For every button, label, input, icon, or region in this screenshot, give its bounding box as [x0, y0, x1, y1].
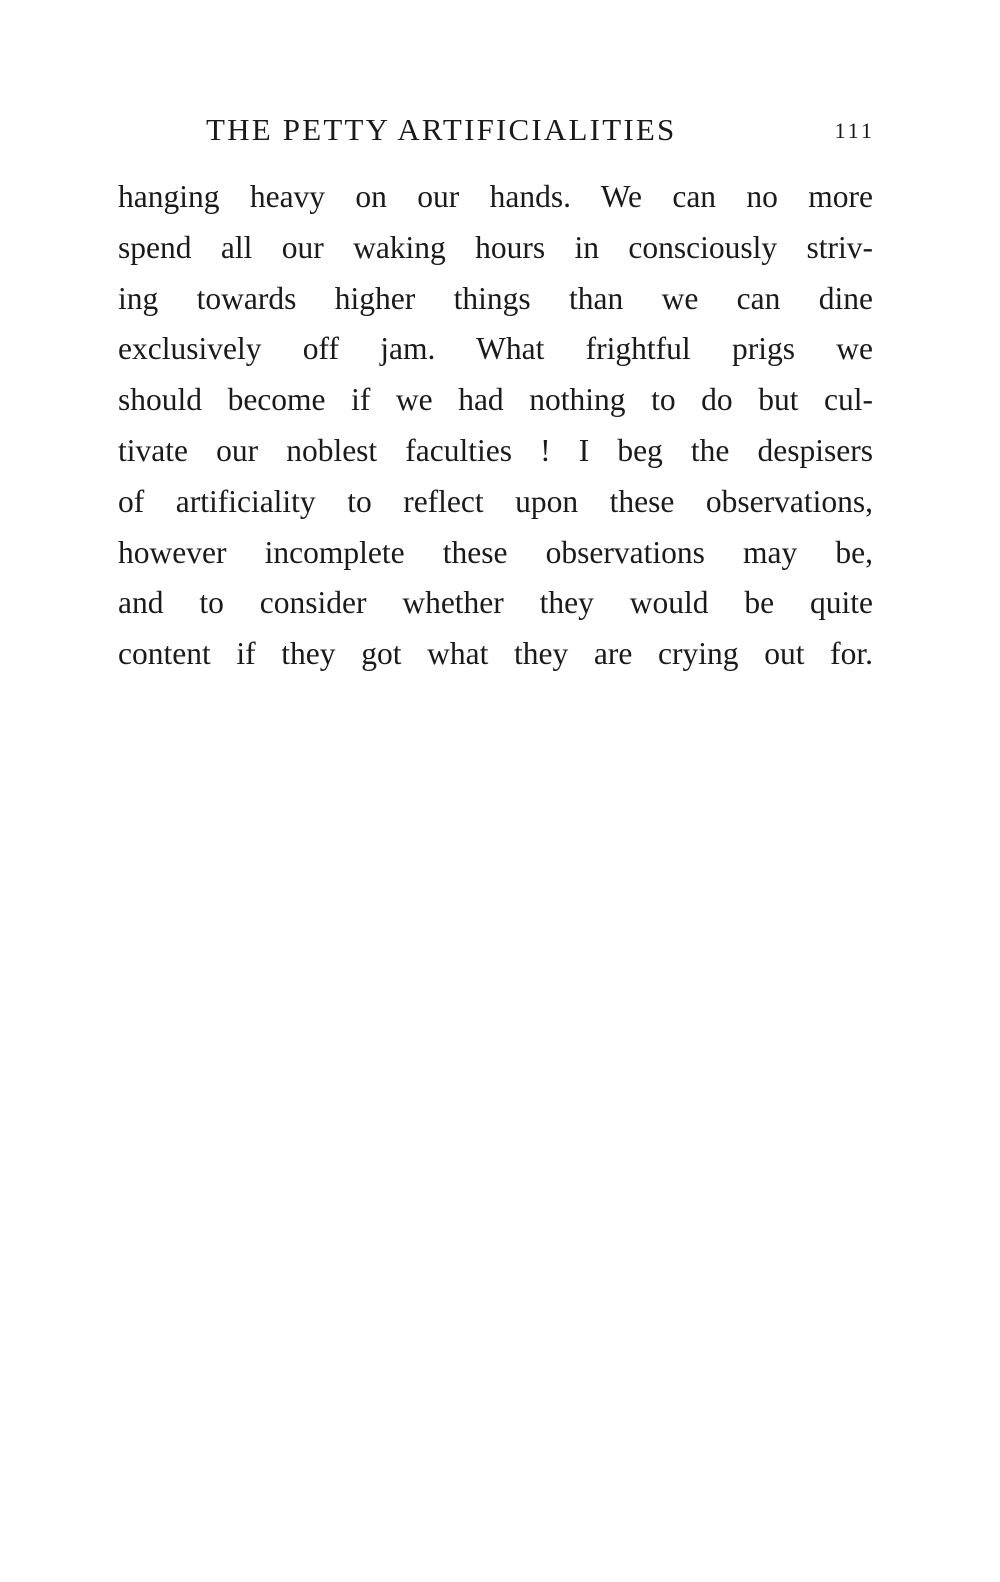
page-number: 111	[834, 118, 875, 143]
text-line: of artificiality to reflect upon these observations,	[118, 483, 873, 519]
text-line: should become if we had nothing to do but cul-	[118, 382, 873, 418]
text-line: however incomplete these observations may be,	[118, 534, 873, 570]
running-head	[118, 112, 875, 156]
text-line: ing towards higher things than we can dine	[118, 280, 873, 316]
text-line: content if they got what they are crying out for.	[118, 636, 873, 672]
text-line: exclusively off jam. What frightful prigs we	[118, 331, 873, 367]
body-paragraph	[118, 172, 873, 680]
running-title: THE PETTY ARTIFICIALITIES	[206, 112, 677, 147]
text-line: tivate our noblest faculties ! I beg the despisers	[118, 432, 873, 468]
text-line: hanging heavy on our hands. We can no more	[118, 179, 873, 214]
text-line: and to consider whether they would be quite	[118, 585, 873, 621]
text-line: spend all our waking hours in consciously striv-	[118, 229, 873, 265]
